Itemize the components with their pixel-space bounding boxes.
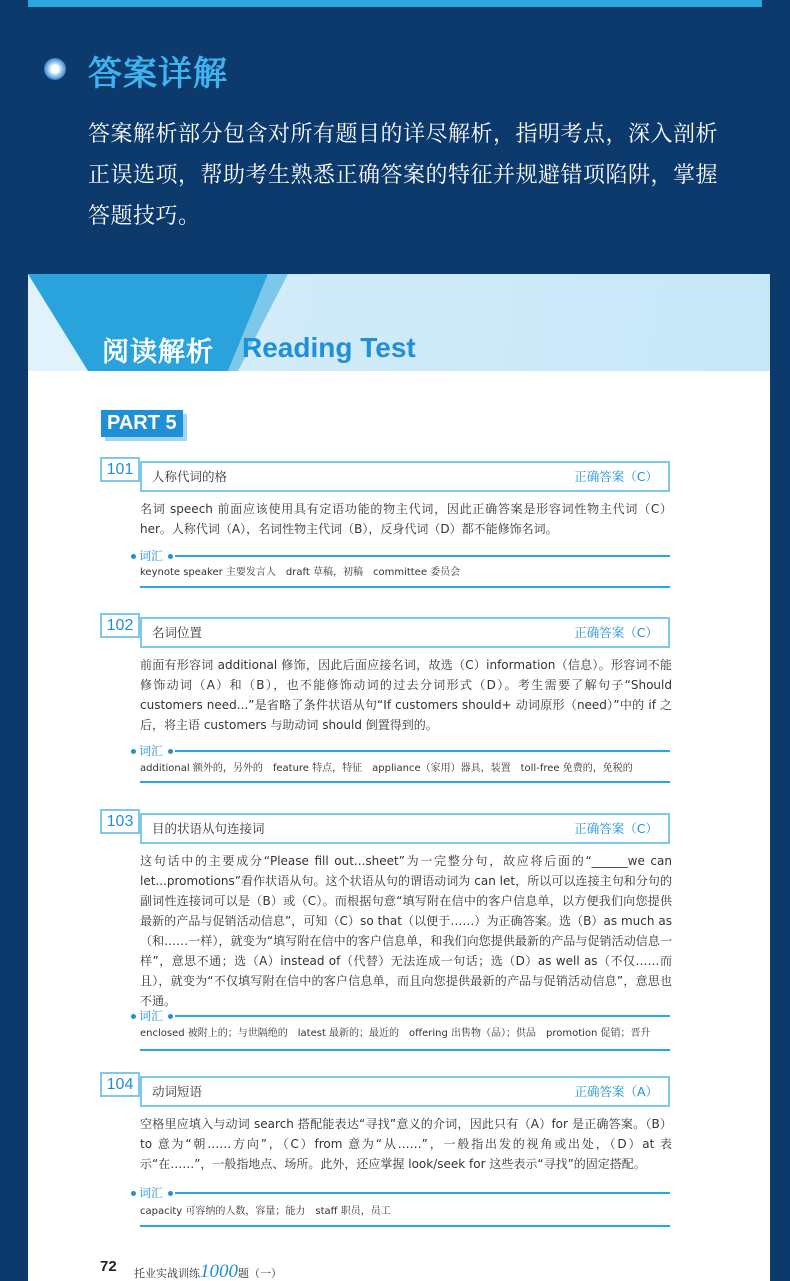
question-explanation: 名词 speech 前面应该使用具有定语功能的物主代词，因此正确答案是形容词性物主代词（C）her。人称代词（A），名词性物主代词（B），反身代词（D）都不能修饰名词。	[140, 502, 672, 536]
question-header	[140, 813, 670, 844]
vocab-text: enclosed 被附上的；与世隔绝的 latest 最新的；最近的 offering 出售物（品）；供品 promotion 促销；晋升	[140, 1028, 651, 1039]
vocab-dot-icon	[168, 554, 173, 559]
question-number: 101	[100, 457, 140, 482]
question-explanation: 这句话中的主要成分“Please fill out...sheet”为一完整分句，故应将后面的“______we can let...promotions”看作状语从句。这个状语从句的谓语动词为 can let，所以可以连接主句和分句的副词性连接词可以是（B）或（C）。而根据句意“填写附在信中的客户信息单，以方便我们向您提供最新的产品与促销活动信息”，可知（C）so that（以便于……）为正确答案。选（B）as much as（和……一样），就变为“填写附在信中的客户信息单，和我们向您提供最新的产品与促销活动信息一样”，意思不通；选（A）instead of（代替）无法连成一句话；选（D）as well as（不仅……而且），就变为“不仅填写附在信中的客户信息单，而且向您提供最新的产品与促销活动信息”，意思也不通。	[140, 854, 672, 1008]
question-header	[140, 617, 670, 648]
question-answer: 正确答案（C）	[574, 625, 658, 640]
question-topic: 动词短语	[152, 1084, 203, 1099]
vocab-text: capacity 可容纳的人数，容量；能力 staff 职员，员工	[140, 1206, 391, 1217]
question-explanation: 前面有形容词 additional 修饰，因此后面应接名词，故选（C）information（信息）。形容词不能修饰动词（A）和（B），也不能修饰动词的过去分词形式（D）。考生需要了解句子“Should customers need...”是省略了条件状语从句“If customers should+ 动词原形（need）”中的 if 之后，将主语 customers 与助动词 should 倒置得到的。	[140, 658, 672, 732]
question-topic: 人称代词的格	[152, 469, 228, 484]
question-number: 104	[100, 1072, 140, 1097]
question-topic: 目的状语从句连接词	[152, 821, 265, 836]
part-label: PART 5	[101, 410, 183, 437]
vocab-text: keynote speaker 主要发言人 draft 草稿，初稿 committee 委员会	[140, 567, 461, 578]
question-underline	[140, 1225, 670, 1227]
question-block	[100, 457, 700, 592]
book-page-preview	[28, 274, 770, 1281]
question-block	[100, 809, 700, 1055]
vocab-divider	[175, 555, 670, 557]
book-title	[134, 1261, 282, 1281]
section-intro: 答案解析部分包含对所有题目的详尽解析，指明考点，深入剖析正误选项，帮助考生熟悉正确答案的特征并规避错项陷阱，掌握答题技巧。	[88, 122, 719, 229]
page-banner	[28, 274, 770, 371]
page-number: 72	[100, 1258, 117, 1275]
vocab-text: additional 额外的，另外的 feature 特点，特征 appliance（家用）器具，装置 toll-free 免费的，免税的	[140, 763, 633, 774]
vocab-dot-icon	[131, 1014, 136, 1019]
section-title: 答案详解	[88, 54, 228, 94]
vocab-divider	[175, 1015, 670, 1017]
question-header	[140, 1076, 670, 1107]
book-title-prefix: 托业实战训练	[134, 1267, 200, 1280]
question-topic: 名词位置	[152, 625, 203, 640]
banner-title-en: Reading Test	[242, 332, 416, 363]
banner-title-cn: 阅读解析	[102, 337, 214, 368]
vocab-label: 词汇	[139, 549, 164, 563]
question-explanation: 空格里应填入与动词 search 搭配能表达“寻找”意义的介词，因此只有（A）for 是正确答案。（B）to 意为“朝……方向”，（C）from 意为“从……”，一般指出发的视角或出处，（D）at 表示“在……”，一般指地点、场所。此外，还应掌握 look/seek for 这些表示“寻找”的固定搭配。	[140, 1117, 672, 1171]
question-answer: 正确答案（C）	[574, 821, 658, 836]
question-block	[100, 1072, 700, 1232]
vocab-label: 词汇	[139, 1186, 164, 1200]
question-block	[100, 613, 700, 788]
book-title-number: 1000	[200, 1261, 238, 1281]
question-underline	[140, 586, 670, 588]
vocab-dot-icon	[131, 554, 136, 559]
vocab-dot-icon	[131, 1191, 136, 1196]
question-answer: 正确答案（A）	[574, 1084, 658, 1099]
question-number: 102	[100, 613, 140, 638]
book-title-suffix: 题（一）	[238, 1267, 282, 1280]
top-accent-bar	[28, 0, 762, 7]
bullet-icon	[44, 58, 66, 80]
vocab-label: 词汇	[139, 1009, 164, 1023]
question-header	[140, 461, 670, 492]
question-answer: 正确答案（C）	[574, 469, 658, 484]
question-number: 103	[100, 809, 140, 834]
vocab-dot-icon	[168, 749, 173, 754]
question-underline	[140, 781, 670, 783]
vocab-divider	[175, 1192, 670, 1194]
vocab-dot-icon	[168, 1014, 173, 1019]
vocab-label: 词汇	[139, 744, 164, 758]
vocab-dot-icon	[131, 749, 136, 754]
question-underline	[140, 1049, 670, 1051]
vocab-divider	[175, 750, 670, 752]
vocab-dot-icon	[168, 1191, 173, 1196]
